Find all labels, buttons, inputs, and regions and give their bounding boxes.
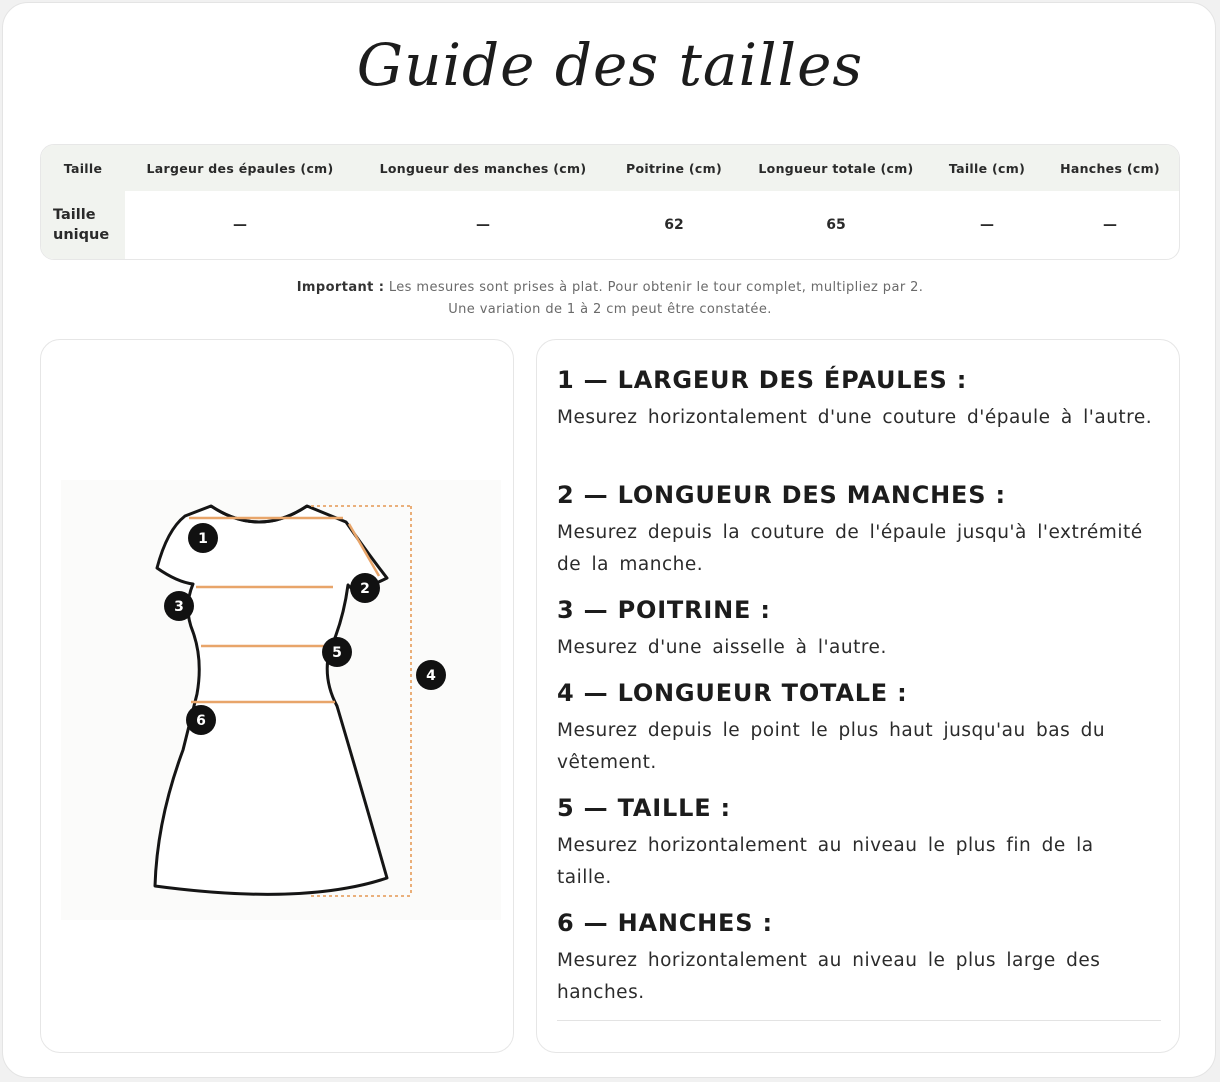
page-title: Guide des tailles xyxy=(356,31,864,99)
svg-text:6: 6 xyxy=(196,713,206,729)
table-cell: — xyxy=(476,217,490,233)
instruction-heading: 1 — LARGEUR DES ÉPAULES : xyxy=(557,366,968,394)
size-table-card xyxy=(40,144,1180,260)
badge-6-icon xyxy=(186,705,216,735)
instruction-text: Mesurez horizontalement d'une couture d'épaule à l'autre. xyxy=(557,407,1153,428)
table-header-row xyxy=(41,145,1180,191)
instruction-text: Mesurez horizontalement au niveau le plus large des hanches. xyxy=(557,950,1101,1003)
svg-text:4: 4 xyxy=(426,668,436,684)
instruction-total-length xyxy=(557,679,1157,779)
header-cell: Poitrine (cm) xyxy=(626,160,722,176)
svg-text:5: 5 xyxy=(332,645,342,661)
table-cell: 62 xyxy=(664,217,684,233)
dress-diagram-card xyxy=(40,339,514,1053)
svg-text:3: 3 xyxy=(174,599,184,615)
row-label-line: Taille xyxy=(53,207,96,223)
instruction-chest xyxy=(557,596,1157,664)
header-cell: Longueur des manches (cm) xyxy=(379,160,587,176)
instruction-text: Mesurez depuis la couture de l'épaule jusqu'à l'extrémité de la manche. xyxy=(557,522,1143,575)
measurement-note xyxy=(3,277,1217,321)
divider xyxy=(557,1020,1161,1021)
row-label-line: unique xyxy=(53,227,110,243)
header-cell: Longueur totale (cm) xyxy=(758,160,914,176)
measurement-instructions-card xyxy=(536,339,1180,1053)
table-cell: — xyxy=(1103,217,1117,233)
header-cell: Largeur des épaules (cm) xyxy=(146,160,334,176)
instruction-hips xyxy=(557,909,1157,1009)
instruction-text: Mesurez horizontalement au niveau le plus fin de la taille. xyxy=(557,835,1094,888)
instruction-waist xyxy=(557,794,1157,894)
instruction-sleeves xyxy=(557,481,1157,581)
instruction-text: Mesurez depuis le point le plus haut jusqu'au bas du vêtement. xyxy=(557,720,1106,773)
instruction-heading: 6 — HANCHES : xyxy=(557,909,773,937)
note-text: Les mesures sont prises à plat. Pour obtenir le tour complet, multipliez par 2. xyxy=(388,280,924,295)
table-cell: — xyxy=(233,217,247,233)
row-label xyxy=(41,191,125,259)
header-cell: Taille (cm) xyxy=(948,160,1026,176)
header-cell: Hanches (cm) xyxy=(1060,160,1160,176)
table-cell: — xyxy=(980,217,994,233)
instruction-heading: 5 — TAILLE : xyxy=(557,794,731,822)
svg-text:1: 1 xyxy=(198,531,208,547)
instruction-shoulders xyxy=(557,366,1157,434)
badge-5-icon xyxy=(322,637,352,667)
size-table xyxy=(41,145,1180,259)
dress-diagram xyxy=(61,480,501,920)
note-label: Important : xyxy=(296,280,385,295)
badge-3-icon xyxy=(164,591,194,621)
instruction-heading: 3 — POITRINE : xyxy=(557,596,771,624)
svg-text:2: 2 xyxy=(360,581,370,597)
table-row xyxy=(41,191,1180,259)
table-cell: 65 xyxy=(826,217,846,233)
note-line-1 xyxy=(3,277,1217,299)
instruction-heading: 2 — LONGUEUR DES MANCHES : xyxy=(557,481,1006,509)
badge-4-icon xyxy=(416,660,446,690)
header-cell: Taille xyxy=(63,160,103,176)
badge-2-icon xyxy=(350,573,380,603)
note-line-2: Une variation de 1 à 2 cm peut être constatée. xyxy=(448,302,772,317)
size-guide-page xyxy=(2,2,1216,1078)
badge-1-icon xyxy=(188,523,218,553)
instruction-text: Mesurez d'une aisselle à l'autre. xyxy=(557,637,887,658)
instruction-heading: 4 — LONGUEUR TOTALE : xyxy=(557,679,908,707)
